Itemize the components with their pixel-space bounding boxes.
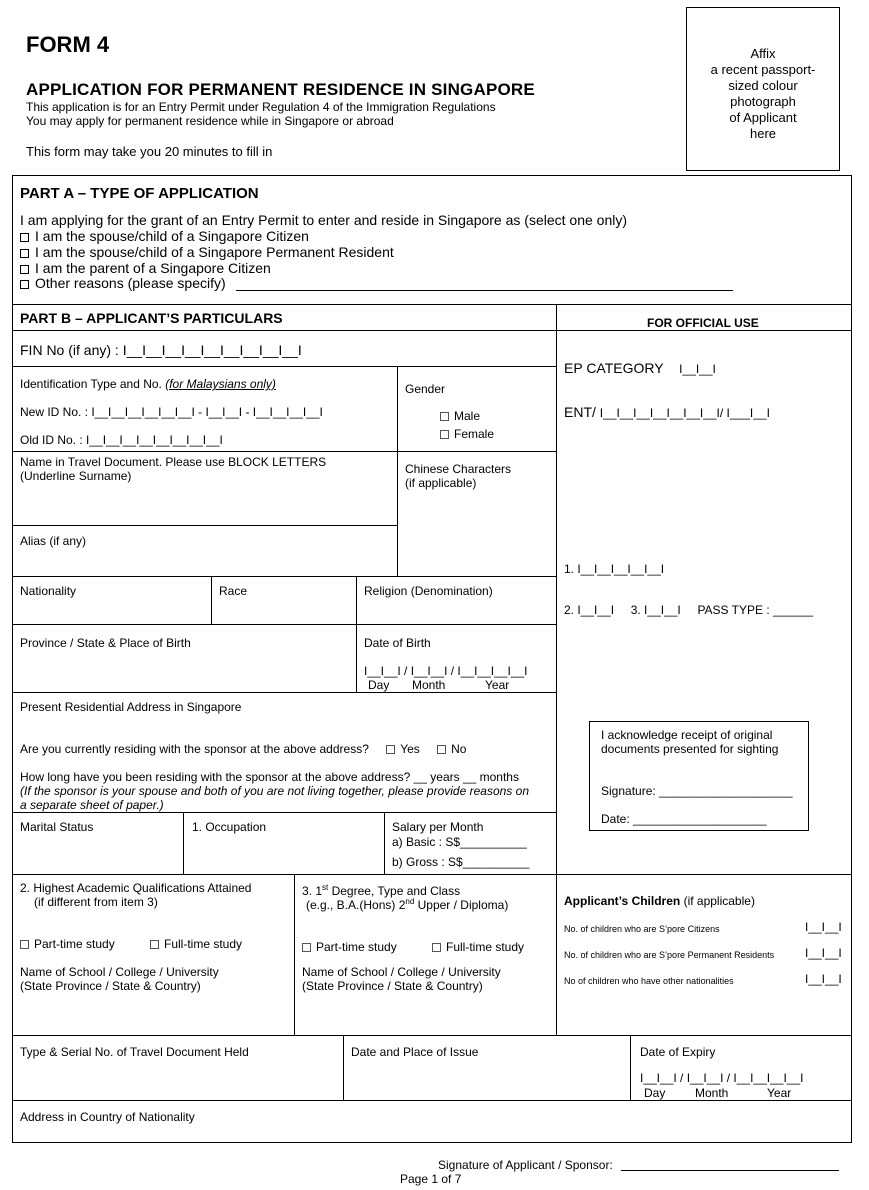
row-line <box>12 366 556 367</box>
expiry-label: Date of Expiry <box>640 1045 716 1059</box>
col-line <box>397 366 398 576</box>
qual3-label-1: 3. 1st Degree, Type and Class <box>302 883 461 898</box>
checkbox-icon[interactable] <box>440 412 449 421</box>
row-line <box>12 1100 852 1101</box>
col-line <box>183 812 184 874</box>
official-use-title: FOR OFFICIAL USE <box>647 316 759 330</box>
gender-label: Gender <box>405 382 446 396</box>
new-id-field[interactable]: New ID No. : I__I__I__I__I__I__I - I__I__I - I__I__I__I__I <box>20 405 323 419</box>
row-line <box>12 624 556 625</box>
official-divider <box>556 304 557 876</box>
gender-male-option[interactable]: Male <box>440 409 480 423</box>
row-line <box>12 576 556 577</box>
salary-label: Salary per Month <box>392 820 484 834</box>
photo-line: a recent passport- <box>710 62 816 77</box>
qual2-school-label-2: (State Province / State & Country) <box>20 979 201 993</box>
row-line <box>12 692 556 693</box>
travel-doc-label: Type & Serial No. of Travel Document Held <box>20 1045 249 1059</box>
photo-line: here <box>749 126 777 141</box>
children-other-boxes[interactable]: I__I__I <box>805 972 842 986</box>
col-line <box>211 576 212 624</box>
form-subtitle-1: This application is for an Entry Permit under Regulation 4 of the Immigration Regulations <box>26 100 496 114</box>
photo-line: sized colour <box>728 78 798 93</box>
applicant-signature-label: Signature of Applicant / Sponsor: <box>438 1158 613 1172</box>
children-pr-label: No. of children who are S’pore Permanent Residents <box>564 950 775 960</box>
official-row-1[interactable]: 1. I__I__I__I__I__I <box>564 562 665 576</box>
form-title: APPLICATION FOR PERMANENT RESIDENCE IN SINGAPORE <box>26 80 535 99</box>
checkbox-icon[interactable] <box>20 940 29 949</box>
photo-line: photograph <box>730 94 796 109</box>
salary-basic[interactable]: a) Basic : S$__________ <box>392 835 527 849</box>
expiry-boxes[interactable]: I__I__I / I__I__I / I__I__I__I__I <box>640 1071 804 1085</box>
how-long-note-2: a separate sheet of paper.) <box>20 798 164 812</box>
dob-month: Month <box>412 678 446 692</box>
children-citizens-boxes[interactable]: I__I__I <box>805 920 842 934</box>
qual2-part-time[interactable]: Part-time study <box>20 937 115 951</box>
part-a-intro: I am applying for the grant of an Entry Permit to enter and reside in Singapore as (select one only) <box>20 212 627 228</box>
page-number: Page 1 of 7 <box>400 1172 462 1186</box>
children-pr-boxes[interactable]: I__I__I <box>805 946 842 960</box>
nationality-label: Nationality <box>20 584 77 598</box>
col-line <box>556 874 557 1035</box>
col-line <box>343 1035 344 1100</box>
old-id-field[interactable]: Old ID No. : I__I__I__I__I__I__I__I__I <box>20 433 223 447</box>
checkbox-icon[interactable] <box>302 943 311 952</box>
col-line <box>384 812 385 874</box>
fin-boxes[interactable]: I__I__I__I__I__I__I__I__I__I <box>122 342 302 358</box>
checkbox-icon[interactable] <box>440 430 449 439</box>
no-option[interactable]: No <box>437 742 466 756</box>
qual3-school-label-2: (State Province / State & Country) <box>302 979 483 993</box>
alias-label: Alias (if any) <box>20 534 87 548</box>
option-other[interactable]: Other reasons (please specify) <box>20 275 226 291</box>
how-long-note-1: (If the sponsor is your spouse and both of you are not living together, please provide reasons on <box>20 784 529 798</box>
col-line <box>630 1035 631 1100</box>
address-label: Present Residential Address in Singapore <box>20 700 242 714</box>
dob-day: Day <box>368 678 390 692</box>
birthplace-label: Province / State & Place of Birth <box>20 636 191 650</box>
checkbox-icon[interactable] <box>386 745 395 754</box>
chinese-label-2: (if applicable) <box>405 476 477 490</box>
residing-question: Are you currently residing with the sponsor at the above address? Yes No <box>20 742 467 756</box>
ep-category: EP CATEGORY I__I__I <box>564 360 716 376</box>
religion-label: Religion (Denomination) <box>364 584 493 598</box>
part-a-title: PART A – TYPE OF APPLICATION <box>20 185 259 202</box>
checkbox-icon[interactable] <box>20 249 29 258</box>
expiry-month: Month <box>695 1086 729 1100</box>
qual3-label-2: (e.g., B.A.(Hons) 2nd Upper / Diploma) <box>306 897 509 912</box>
qual2-label-2: (if different from item 3) <box>34 895 158 909</box>
checkbox-icon[interactable] <box>20 280 29 289</box>
frame-top <box>12 175 852 176</box>
issue-label: Date and Place of Issue <box>351 1045 479 1059</box>
expiry-day: Day <box>644 1086 666 1100</box>
fin-field[interactable]: FIN No (if any) : I__I__I__I__I__I__I__I__I__I <box>20 342 302 358</box>
ack-line-1: I acknowledge receipt of original <box>601 728 773 742</box>
race-label: Race <box>219 584 248 598</box>
yes-option[interactable]: Yes <box>386 742 420 756</box>
marital-label: Marital Status <box>20 820 94 834</box>
dob-year: Year <box>485 678 510 692</box>
row-line <box>12 1035 852 1036</box>
dob-boxes[interactable]: I__I__I / I__I__I / I__I__I__I__I <box>364 664 528 678</box>
qual2-label-1: 2. Highest Academic Qualifications Attained <box>20 881 252 895</box>
ack-signature[interactable]: Signature: ____________________ <box>601 784 793 798</box>
chinese-label-1: Chinese Characters <box>405 462 512 476</box>
time-note: This form may take you 20 minutes to fill in <box>26 144 273 159</box>
expiry-year: Year <box>767 1086 792 1100</box>
other-reason-line[interactable] <box>236 290 733 291</box>
ack-date[interactable]: Date: ____________________ <box>601 812 767 826</box>
applicant-signature-line[interactable] <box>621 1170 839 1171</box>
form-number: FORM 4 <box>26 32 110 57</box>
children-title: Applicant’s Children (if applicable) <box>564 894 755 908</box>
photo-line: Affix <box>750 46 776 61</box>
checkbox-icon[interactable] <box>437 745 446 754</box>
photo-box[interactable] <box>686 7 840 171</box>
checkbox-icon[interactable] <box>20 233 29 242</box>
photo-line: of Applicant <box>729 110 797 125</box>
checkbox-icon[interactable] <box>150 940 159 949</box>
part-b-top-line <box>12 304 852 305</box>
option-spouse-citizen[interactable]: I am the spouse/child of a Singapore Citizen <box>20 228 309 244</box>
acknowledge-box <box>589 721 809 831</box>
col-line <box>356 576 357 692</box>
official-row-2: 2. I__I__I 3. I__I__I PASS TYPE : ______ <box>564 603 814 617</box>
checkbox-icon[interactable] <box>432 943 441 952</box>
qual2-full-time[interactable]: Full-time study <box>150 937 242 951</box>
col-line <box>294 874 295 1035</box>
row-line <box>12 874 852 875</box>
ack-line-2: documents presented for sighting <box>601 742 779 756</box>
checkbox-icon[interactable] <box>20 265 29 274</box>
children-other-label: No of children who have other nationalities <box>564 976 734 986</box>
part-b-header-line <box>12 330 852 331</box>
qual2-school-label-1: Name of School / College / University <box>20 965 219 979</box>
gender-female-option[interactable]: Female <box>440 427 494 441</box>
qual3-school-label-1: Name of School / College / University <box>302 965 501 979</box>
home-address-label: Address in Country of Nationality <box>20 1110 195 1124</box>
occupation-label: 1. Occupation <box>192 820 267 834</box>
salary-gross[interactable]: b) Gross : S$__________ <box>392 855 530 869</box>
children-citizens-label: No. of children who are S’pore Citizens <box>564 924 720 934</box>
row-line <box>12 812 556 813</box>
part-b-title: PART B – APPLICANT’S PARTICULARS <box>20 310 283 326</box>
id-type-label: Identification Type and No. (for Malaysians only) <box>20 377 276 391</box>
row-line <box>12 451 556 452</box>
ent-field: ENT/ I__I__I__I__I__I__I__I/ I___I__I <box>564 404 770 420</box>
qual3-part-time[interactable]: Part-time study <box>302 940 397 954</box>
name-label-2: (Underline Surname) <box>20 469 132 483</box>
name-label-1: Name in Travel Document. Please use BLOCK LETTERS <box>20 455 327 469</box>
dob-label: Date of Birth <box>364 636 431 650</box>
row-line <box>12 525 397 526</box>
frame-right <box>851 175 852 1143</box>
form-subtitle-2: You may apply for permanent residence while in Singapore or abroad <box>26 114 394 128</box>
qual3-full-time[interactable]: Full-time study <box>432 940 524 954</box>
option-spouse-pr[interactable]: I am the spouse/child of a Singapore Permanent Resident <box>20 244 394 260</box>
frame-bottom <box>12 1142 852 1143</box>
how-long-question[interactable]: How long have you been residing with the sponsor at the above address? __ years __ months <box>20 770 519 784</box>
frame-left <box>12 175 13 1143</box>
option-parent-citizen[interactable]: I am the parent of a Singapore Citizen <box>20 260 271 276</box>
